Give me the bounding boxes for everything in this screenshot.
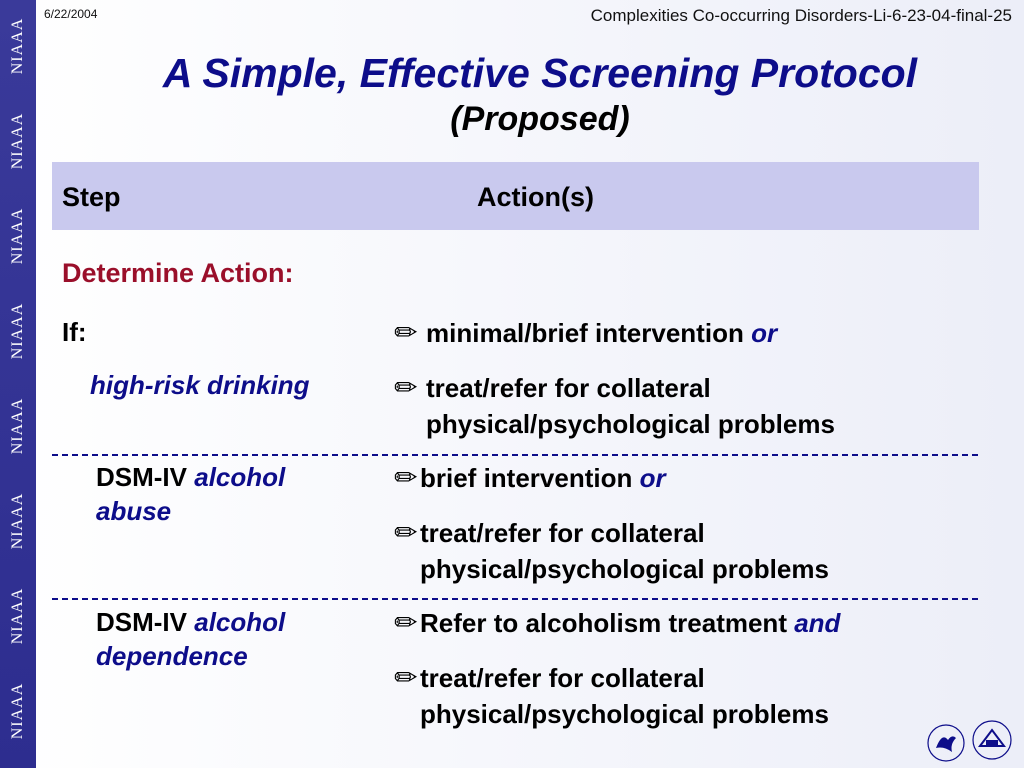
pencil-icon: ✏ xyxy=(394,372,418,403)
condition-prefix: DSM-IV xyxy=(96,607,187,637)
action-text: treat/refer for collateral xyxy=(420,663,705,693)
nih-logo xyxy=(973,721,1011,759)
condition-dependence xyxy=(96,605,285,673)
sidebar-label: NIAAA xyxy=(9,207,26,265)
pencil-icon: ✏ xyxy=(394,662,418,693)
action-item xyxy=(420,460,666,496)
action-item xyxy=(420,605,840,641)
column-header-step: Step xyxy=(62,182,121,212)
column-header-actions: Action(s) xyxy=(477,182,594,212)
action-item xyxy=(420,660,829,732)
condition-abuse xyxy=(96,460,285,528)
action-text: brief intervention xyxy=(420,463,633,493)
action-text-cont: physical/psychological problems xyxy=(426,409,835,439)
action-text: treat/refer for collateral xyxy=(420,518,705,548)
sidebar-label: NIAAA xyxy=(9,587,26,645)
pencil-icon: ✏ xyxy=(394,607,418,638)
slide-subtitle: (Proposed) xyxy=(450,100,630,138)
sidebar-label: NIAAA xyxy=(9,112,26,170)
condition-italic: dependence xyxy=(96,641,248,671)
action-conjunction: or xyxy=(639,463,666,493)
condition-italic: alcohol xyxy=(194,462,286,492)
pencil-icon: ✏ xyxy=(394,517,418,548)
action-text: treat/refer for collateral xyxy=(426,373,711,403)
condition-high-risk: high-risk drinking xyxy=(90,370,310,400)
action-text-cont: physical/psychological problems xyxy=(420,699,829,729)
sidebar-label: NIAAA xyxy=(9,17,26,75)
pencil-icon: ✏ xyxy=(394,317,418,348)
row-separator xyxy=(52,598,978,600)
action-item xyxy=(420,515,829,587)
sidebar xyxy=(0,0,36,768)
if-label: If: xyxy=(62,317,87,347)
agency-logos xyxy=(926,718,1016,764)
action-text-cont: physical/psychological problems xyxy=(420,554,829,584)
slide-title: A Simple, Effective Screening Protocol xyxy=(162,50,918,96)
action-item xyxy=(426,370,835,442)
action-conjunction: and xyxy=(794,608,841,638)
condition-italic: abuse xyxy=(96,496,172,526)
determine-action-label: Determine Action: xyxy=(62,258,294,288)
slide-date: 6/22/2004 xyxy=(44,7,98,21)
condition-italic: alcohol xyxy=(194,607,286,637)
sidebar-label: NIAAA xyxy=(9,397,26,455)
action-text: minimal/brief intervention xyxy=(426,318,744,348)
action-conjunction: or xyxy=(751,318,778,348)
sidebar-label: NIAAA xyxy=(9,302,26,360)
row-separator xyxy=(52,454,978,456)
action-item xyxy=(426,315,777,351)
hhs-eagle-logo xyxy=(928,725,964,761)
condition-prefix: DSM-IV xyxy=(96,462,187,492)
action-text: Refer to alcoholism treatment xyxy=(420,608,787,638)
pencil-icon: ✏ xyxy=(394,462,418,493)
sidebar-label: NIAAA xyxy=(9,682,26,740)
sidebar-label: NIAAA xyxy=(9,492,26,550)
slide-footer-title: Complexities Co-occurring Disorders-Li-6-23-04-final-25 xyxy=(590,6,1012,25)
